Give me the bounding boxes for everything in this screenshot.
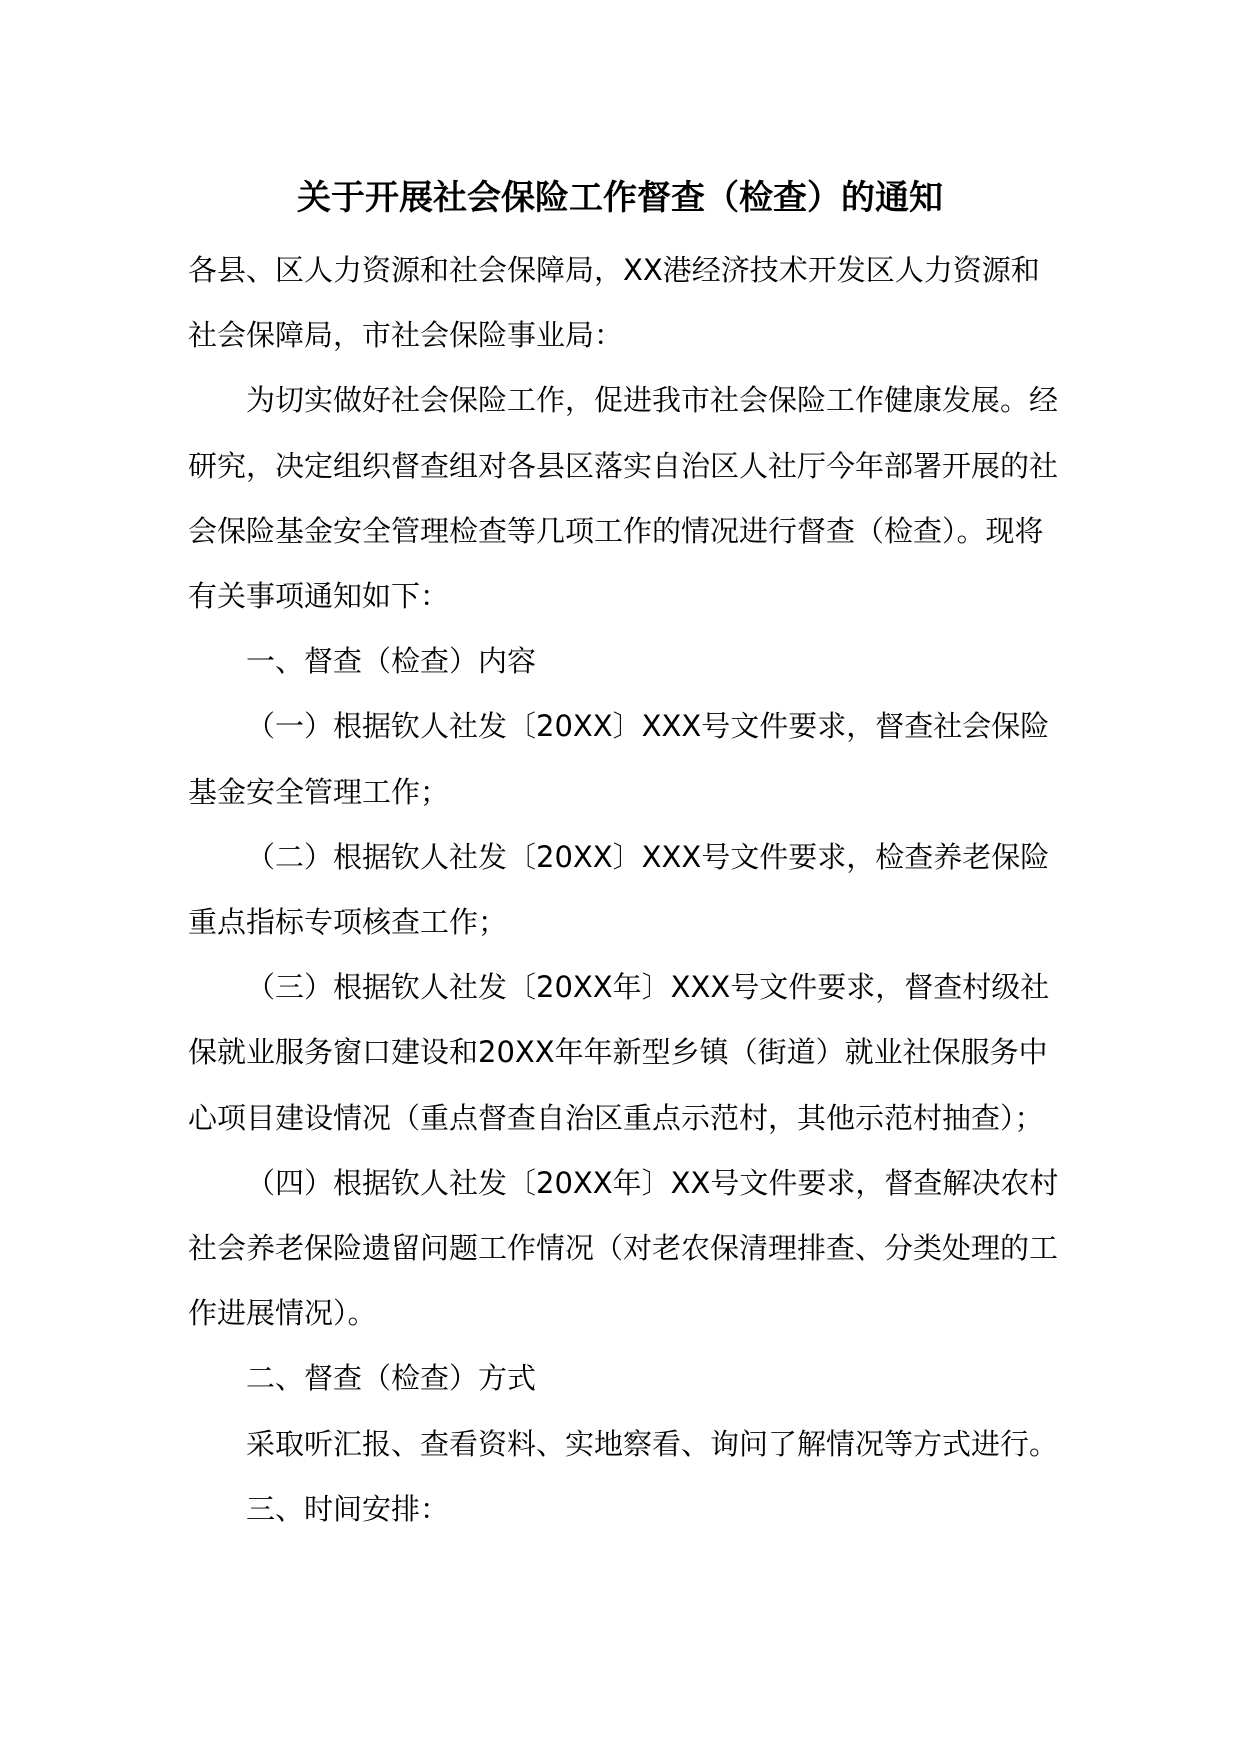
document-paragraph: 各县、区人力资源和社会保障局，XX港经济技术开发区人力资源和社会保障局，市社会保险事业局： [188,253,1040,353]
document-body [188,238,1068,1542]
document-paragraph: 一、督查（检查）内容 [246,644,537,679]
document-paragraph: （三）根据钦人社发〔20XX年〕XXX号文件要求，督查村级社保就业服务窗口建设和20XX年年新型乡镇（街道）就业社保服务中心项目建设情况（重点督查自治区重点示范村，其他示范村抽查）； [188,970,1050,1135]
document-paragraph: 三、时间安排： [246,1491,450,1526]
document-paragraph: 为切实做好社会保险工作，促进我市社会保险工作健康发展。经研究，决定组织督查组对各县区落实自治区人社厅今年部署开展的社会保险基金安全管理检查等几项工作的情况进行督查（检查）。现将有关事项通知如下： [188,383,1059,614]
document-paragraph: （二）根据钦人社发〔20XX〕XXX号文件要求，检查养老保险重点指标专项核查工作； [188,839,1050,940]
document-paragraph: （四）根据钦人社发〔20XX年〕XX号文件要求，督查解决农村社会养老保险遗留问题工作情况（对老农保清理排查、分类处理的工作进展情况）。 [188,1165,1059,1331]
document-paragraph: 二、督查（检查）方式 [246,1361,537,1396]
document-paragraph: （一）根据钦人社发〔20XX〕XXX号文件要求，督查社会保险基金安全管理工作； [188,709,1050,809]
document-paragraph: 采取听汇报、查看资料、实地察看、询问了解情况等方式进行。 [246,1426,1059,1461]
document-title: 关于开展社会保险工作督查（检查）的通知 [297,178,943,218]
